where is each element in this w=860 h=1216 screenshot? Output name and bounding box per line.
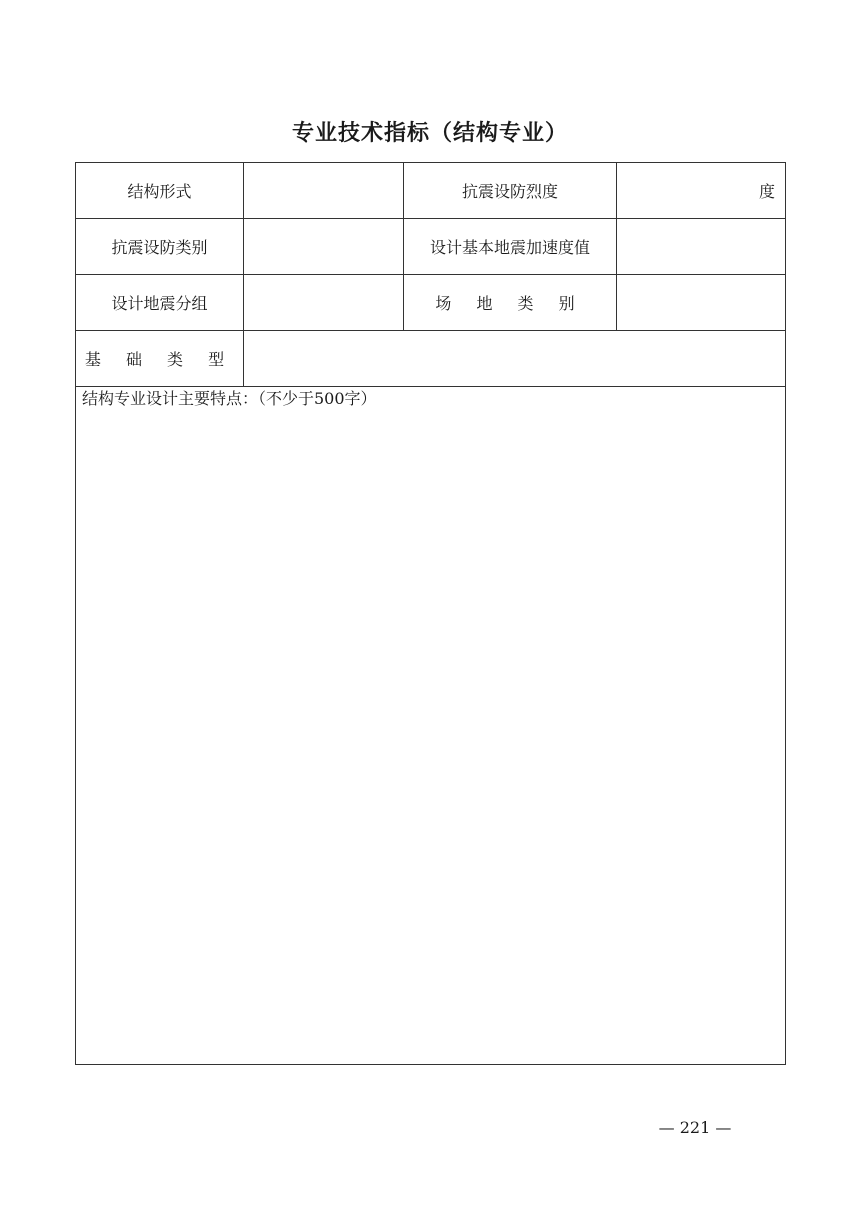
seismic-intensity-field[interactable]: 度 [617, 163, 786, 219]
page-title: 专业技术指标（结构专业） [291, 121, 568, 146]
design-acceleration-label: 设计基本地震加速度值 [404, 219, 617, 275]
design-acceleration-field[interactable] [617, 219, 786, 275]
seismic-category-field[interactable] [244, 219, 404, 275]
foundation-type-field[interactable] [244, 331, 786, 387]
design-features-area[interactable] [76, 387, 786, 1065]
design-features-label: 结构专业设计主要特点：（不少于500字） [82, 389, 377, 408]
structure-form-label: 结构形式 [76, 163, 244, 219]
structural-indicators-table [75, 162, 786, 1065]
structure-form-field[interactable] [244, 163, 404, 219]
foundation-type-label: 基 础 类 型 [76, 331, 244, 387]
seismic-group-field[interactable] [244, 275, 404, 331]
table-row-structure-form [76, 163, 786, 219]
site-category-field[interactable] [617, 275, 786, 331]
site-category-label: 场 地 类 别 [404, 275, 617, 331]
page-number: — 221 — [658, 1118, 732, 1137]
table-row-foundation [76, 331, 786, 387]
table-row-seismic-group [76, 275, 786, 331]
table-row-seismic-category [76, 219, 786, 275]
seismic-intensity-label: 抗震设防烈度 [404, 163, 617, 219]
seismic-category-label: 抗震设防类别 [76, 219, 244, 275]
table-row-notes [76, 387, 786, 1065]
seismic-group-label: 设计地震分组 [76, 275, 244, 331]
